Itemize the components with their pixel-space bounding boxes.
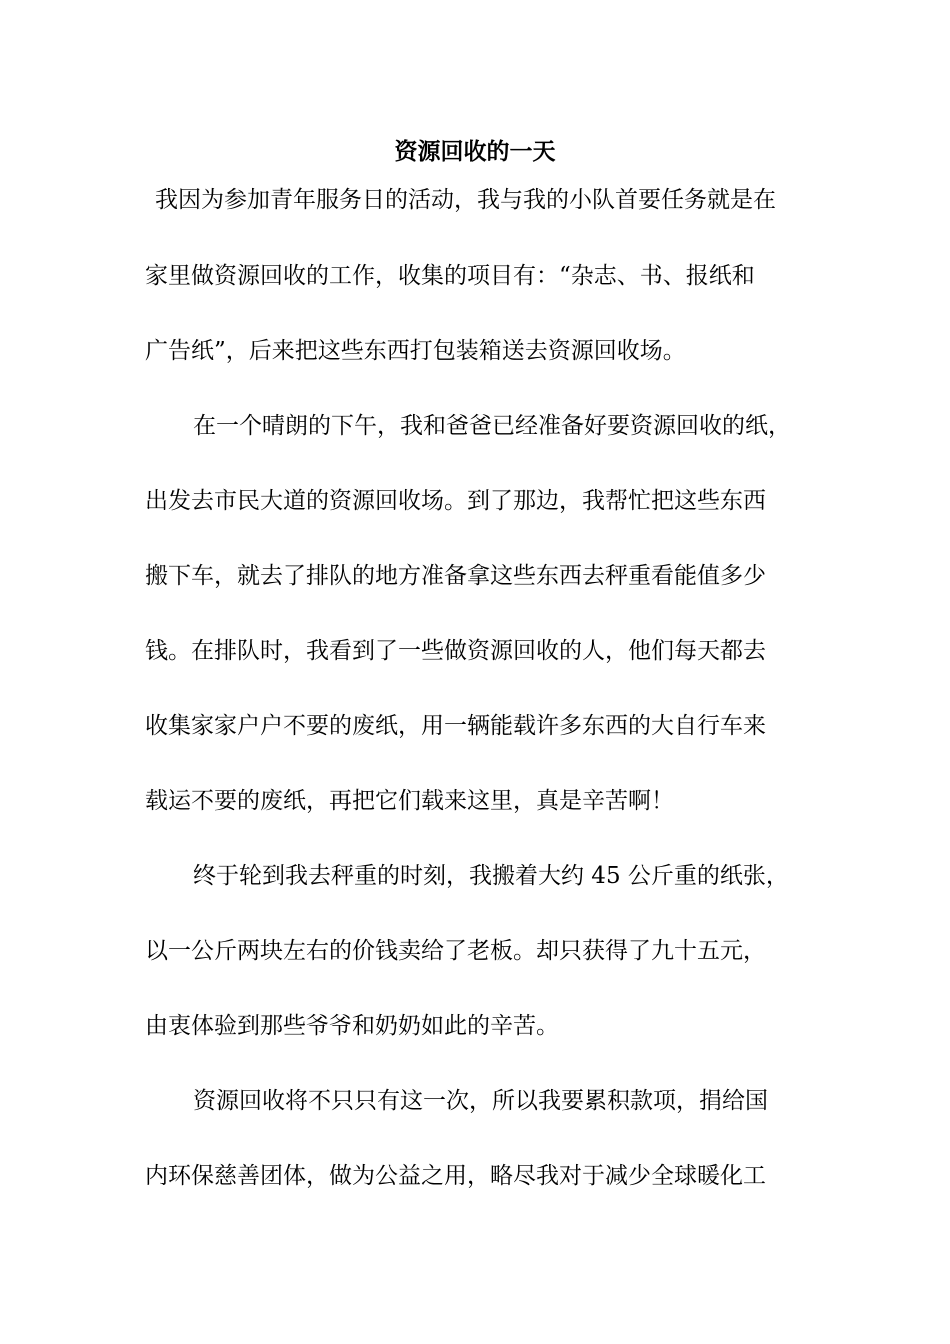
paragraph-2-line-1: 在一个晴朗的下午，我和爸爸已经准备好要资源回收的纸， bbox=[193, 413, 791, 439]
document-title: 资源回收的一天 bbox=[394, 138, 556, 165]
paragraph-2-line-4: 钱。在排队时，我看到了一些做资源回收的人，他们每天都去 bbox=[145, 638, 766, 664]
paragraph-2-line-5: 收集家家户户不要的废纸，用一辆能载许多东西的大自行车来 bbox=[145, 713, 766, 739]
paragraph-1-line-1: 我因为参加青年服务日的活动，我与我的小队首要任务就是在 bbox=[155, 187, 776, 213]
paragraph-3-line-1: 终于轮到我去秤重的时刻，我搬着大约 45 公斤重的纸张， bbox=[193, 863, 789, 889]
paragraph-4-line-1: 资源回收将不只只有这一次，所以我要累积款项，捐给国 bbox=[193, 1088, 768, 1114]
paragraph-2-line-6: 载运不要的废纸，再把它们载来这里，真是辛苦啊！ bbox=[145, 788, 674, 814]
paragraph-2-line-2: 出发去市民大道的资源回收场。到了那边，我帮忙把这些东西 bbox=[145, 488, 766, 514]
paragraph-2-line-3: 搬下车，就去了排队的地方准备拿这些东西去秤重看能值多少 bbox=[145, 563, 766, 589]
paragraph-1-line-3: 广告纸”，后来把这些东西打包装箱送去资源回收场。 bbox=[145, 338, 686, 364]
paragraph-3-line-3: 由衷体验到那些爷爷和奶奶如此的辛苦。 bbox=[145, 1013, 559, 1039]
paragraph-3-line-2: 以一公斤两块左右的价钱卖给了老板。却只获得了九十五元， bbox=[145, 938, 766, 964]
paragraph-1-line-2: 家里做资源回收的工作，收集的项目有：“杂志、书、报纸和 bbox=[145, 263, 755, 289]
paragraph-4-line-2: 内环保慈善团体，做为公益之用，略尽我对于减少全球暖化工 bbox=[145, 1163, 766, 1189]
